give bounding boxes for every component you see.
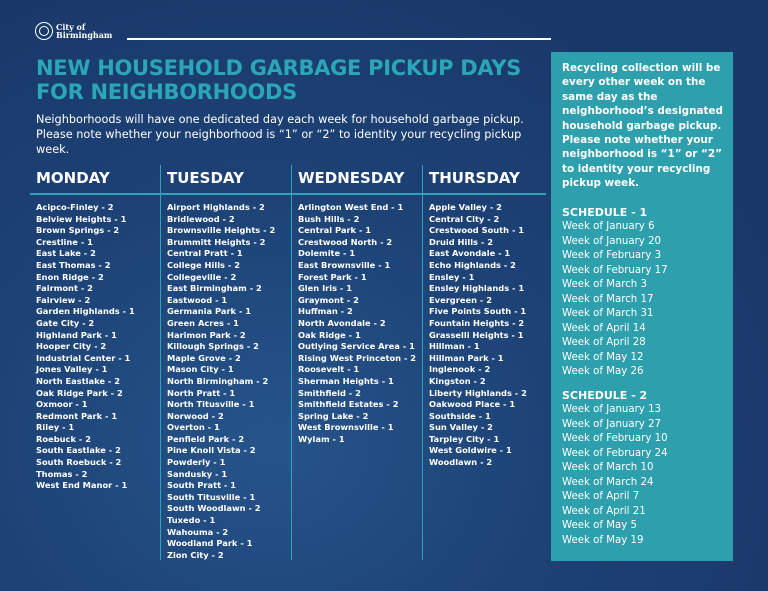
- column-tuesday: [160, 165, 291, 560]
- neighborhood-item: Thomas - 2: [36, 468, 88, 479]
- neighborhood-item: Woodland Park - 1: [167, 538, 253, 549]
- day-header: WEDNESDAY: [298, 169, 405, 187]
- week-item: Week of April 7: [562, 491, 640, 502]
- neighborhood-item: Five Points South - 1: [429, 306, 527, 317]
- week-list: [562, 220, 732, 380]
- neighborhood-list: [161, 194, 291, 561]
- neighborhood-item: College Hills - 2: [167, 259, 240, 270]
- neighborhood-item: Hooper City - 2: [36, 341, 107, 352]
- week-item: Week of March 31: [562, 308, 654, 319]
- neighborhood-item: Kingston - 2: [429, 375, 486, 386]
- neighborhood-item: Evergreen - 2: [429, 294, 492, 305]
- week-item: Week of May 12: [562, 351, 644, 363]
- neighborhood-item: Powderly - 1: [167, 457, 226, 468]
- neighborhood-item: Garden Highlands - 1: [36, 306, 135, 317]
- neighborhood-item: Ensley Highlands - 1: [429, 283, 525, 294]
- day-header: MONDAY: [36, 169, 110, 187]
- neighborhood-item: Roebuck - 2: [36, 433, 91, 444]
- logo-line-2: Birmingham: [56, 30, 113, 40]
- neighborhood-item: South Roebuck - 2: [36, 457, 122, 468]
- week-item: Week of January 13: [562, 404, 662, 415]
- neighborhood-item: Tarpley City - 1: [429, 433, 500, 444]
- schedule-title: SCHEDULE - 1: [562, 206, 648, 219]
- neighborhood-item: Acipco-Finley - 2: [36, 202, 114, 212]
- neighborhood-item: Central Pratt - 1: [167, 248, 243, 259]
- neighborhood-item: Belview Heights - 1: [36, 213, 127, 224]
- neighborhood-item: Maple Grove - 2: [167, 352, 241, 363]
- header-divider: [127, 38, 551, 40]
- schedule-1: [562, 205, 732, 380]
- neighborhood-item: Smithfield - 2: [298, 387, 361, 398]
- week-item: Week of March 3: [562, 279, 647, 290]
- neighborhood-item: Arlington West End - 1: [298, 202, 404, 212]
- neighborhood-item: Hillman - 1: [429, 341, 480, 352]
- neighborhood-item: Outlying Service Area - 1: [298, 341, 415, 352]
- neighborhood-item: Brummitt Heights - 2: [167, 236, 266, 247]
- neighborhood-item: Huffman - 2: [298, 306, 353, 317]
- week-item: Week of May 19: [562, 534, 644, 546]
- intro-text: Neighborhoods will have one dedicated day each week for household garbage pickup. Please note whether your neighborhood is “1” or “2” to identity your recycling pickup week.: [36, 113, 524, 156]
- neighborhood-item: Liberty Highlands - 2: [429, 387, 527, 398]
- neighborhood-item: Central Park - 1: [298, 225, 372, 236]
- neighborhood-item: West Goldwire - 1: [429, 445, 512, 456]
- week-item: Week of February 24: [562, 447, 668, 459]
- week-item: Week of January 20: [562, 235, 662, 247]
- neighborhood-item: Oak Ridge Park - 2: [36, 387, 123, 398]
- neighborhood-item: Inglenook - 2: [429, 364, 491, 375]
- neighborhood-item: Dolemite - 1: [298, 248, 356, 259]
- neighborhood-item: Oak Ridge - 1: [298, 329, 361, 340]
- neighborhood-item: Redmont Park - 1: [36, 410, 118, 421]
- neighborhood-list: [30, 194, 160, 492]
- neighborhood-item: Echo Highlands - 2: [429, 259, 516, 270]
- neighborhood-item: North Avondale - 2: [298, 317, 386, 328]
- neighborhood-item: Smithfield Estates - 2: [298, 399, 399, 410]
- neighborhood-item: Penfield Park - 2: [167, 433, 245, 444]
- neighborhood-item: Druid Hills - 2: [429, 236, 493, 247]
- neighborhood-item: Mason City - 1: [167, 364, 234, 375]
- neighborhood-item: North Eastlake - 2: [36, 375, 121, 386]
- day-header: THURSDAY: [429, 169, 520, 187]
- week-item: Week of April 14: [562, 322, 646, 334]
- column-thursday: [422, 165, 547, 560]
- day-header: TUESDAY: [167, 169, 244, 187]
- neighborhood-item: Fairview - 2: [36, 294, 91, 305]
- neighborhood-item: Bush Hills - 2: [298, 213, 360, 224]
- neighborhood-item: East Birmingham - 2: [167, 283, 262, 294]
- week-item: Week of March 10: [562, 462, 654, 473]
- logo-line-1: City of: [56, 22, 86, 32]
- week-item: Week of May 26: [562, 366, 644, 377]
- neighborhood-item: Industrial Center - 1: [36, 352, 131, 363]
- schedule-title: SCHEDULE - 2: [562, 389, 648, 402]
- week-item: Week of April 21: [562, 505, 646, 517]
- neighborhood-item: Enon Ridge - 2: [36, 271, 104, 282]
- neighborhood-item: Crestwood South - 1: [429, 225, 525, 236]
- neighborhood-item: Fairmont - 2: [36, 283, 93, 294]
- neighborhood-item: Zion City - 2: [167, 549, 224, 560]
- neighborhood-item: Graymont - 2: [298, 294, 359, 305]
- neighborhood-item: Central City - 2: [429, 213, 500, 224]
- neighborhood-item: Grasselli Heights - 1: [429, 329, 524, 340]
- page-title: NEW HOUSEHOLD GARBAGE PICKUP DAYS FOR NEIGHBORHOODS: [36, 56, 522, 104]
- week-item: Week of February 17: [562, 264, 668, 276]
- neighborhood-item: Sun Valley - 2: [429, 422, 493, 433]
- neighborhood-item: Eastwood - 1: [167, 294, 228, 305]
- neighborhood-item: Wahouma - 2: [167, 526, 229, 537]
- neighborhood-item: Green Acres - 1: [167, 317, 239, 328]
- neighborhood-item: Pine Knoll Vista - 2: [167, 445, 256, 456]
- week-item: Week of February 3: [562, 250, 662, 261]
- neighborhood-item: Collegeville - 2: [167, 271, 237, 282]
- neighborhood-item: Oxmoor - 1: [36, 399, 88, 410]
- neighborhood-item: Harimon Park - 2: [167, 329, 246, 340]
- neighborhood-item: Gate City - 2: [36, 317, 95, 328]
- neighborhood-item: Brown Springs - 2: [36, 225, 120, 236]
- neighborhood-item: Norwood - 2: [167, 410, 224, 421]
- neighborhood-item: East Avondale - 1: [429, 248, 511, 259]
- neighborhood-item: Riley - 1: [36, 422, 75, 433]
- week-item: Week of May 5: [562, 520, 637, 531]
- neighborhood-item: Wylam - 1: [298, 433, 345, 444]
- column-monday: [30, 165, 160, 560]
- neighborhood-item: Fountain Heights - 2: [429, 317, 525, 328]
- week-item: Week of January 27: [562, 418, 662, 430]
- logo-text: [56, 23, 112, 39]
- neighborhood-item: Germania Park - 1: [167, 306, 252, 317]
- neighborhood-item: Highland Park - 1: [36, 329, 117, 340]
- neighborhood-item: Jones Valley - 1: [36, 364, 108, 375]
- neighborhood-item: Overton - 1: [167, 422, 220, 433]
- neighborhood-item: Crestwood North - 2: [298, 236, 393, 247]
- schedule-2: [562, 388, 732, 548]
- city-logo: [35, 22, 112, 40]
- neighborhood-item: Glen Iris - 1: [298, 283, 353, 294]
- neighborhood-item: Forest Park - 1: [298, 271, 367, 282]
- neighborhood-item: East Brownsville - 1: [298, 259, 391, 270]
- column-wednesday: [291, 165, 422, 560]
- neighborhood-item: South Eastlake - 2: [36, 445, 121, 456]
- week-item: Week of March 24: [562, 476, 654, 488]
- neighborhood-item: West End Manor - 1: [36, 480, 128, 491]
- neighborhood-item: South Pratt - 1: [167, 480, 237, 491]
- neighborhood-item: Bridlewood - 2: [167, 213, 235, 224]
- recycling-note: Recycling collection will be every other week on the same day as the neighborhood’s designated household garbage pickup. Please note whether your neighborhood is “1” or “2” to identity your recycling pickup week.: [562, 62, 723, 190]
- neighborhood-item: Ensley - 1: [429, 271, 475, 282]
- recycling-panel: [551, 52, 733, 561]
- neighborhood-item: Woodlawn - 2: [429, 457, 493, 468]
- neighborhood-item: Sandusky - 1: [167, 468, 228, 479]
- week-item: Week of February 10: [562, 433, 668, 444]
- neighborhood-item: Crestline - 1: [36, 236, 93, 247]
- neighborhood-item: East Lake - 2: [36, 248, 96, 259]
- neighborhood-item: Killough Springs - 2: [167, 341, 259, 352]
- week-item: Week of March 17: [562, 293, 654, 305]
- neighborhood-item: Oakwood Place - 1: [429, 399, 516, 410]
- week-item: Week of April 28: [562, 337, 646, 348]
- week-item: Week of January 6: [562, 221, 655, 232]
- city-seal-icon: [35, 22, 53, 40]
- neighborhood-item: Roosevelt - 1: [298, 364, 360, 375]
- neighborhood-item: Brownsville Heights - 2: [167, 225, 276, 236]
- neighborhood-item: North Titusville - 1: [167, 399, 255, 410]
- neighborhood-item: South Woodlawn - 2: [167, 503, 261, 514]
- neighborhood-item: Spring Lake - 2: [298, 410, 369, 421]
- neighborhood-item: Southside - 1: [429, 410, 491, 421]
- neighborhood-list: [423, 194, 547, 469]
- neighborhood-item: Tuxedo - 1: [167, 515, 216, 526]
- neighborhood-item: North Pratt - 1: [167, 387, 236, 398]
- neighborhood-item: Apple Valley - 2: [429, 202, 502, 212]
- neighborhood-item: Sherman Heights - 1: [298, 375, 394, 386]
- day-columns: [30, 165, 546, 560]
- neighborhood-item: West Brownsville - 1: [298, 422, 394, 433]
- week-list: [562, 403, 732, 548]
- neighborhood-item: Hillman Park - 1: [429, 352, 504, 363]
- neighborhood-item: East Thomas - 2: [36, 259, 111, 270]
- neighborhood-item: Rising West Princeton - 2: [298, 352, 417, 363]
- neighborhood-list: [292, 194, 422, 445]
- neighborhood-item: Airport Highlands - 2: [167, 202, 265, 212]
- neighborhood-item: North Birmingham - 2: [167, 375, 269, 386]
- neighborhood-item: South Titusville - 1: [167, 491, 256, 502]
